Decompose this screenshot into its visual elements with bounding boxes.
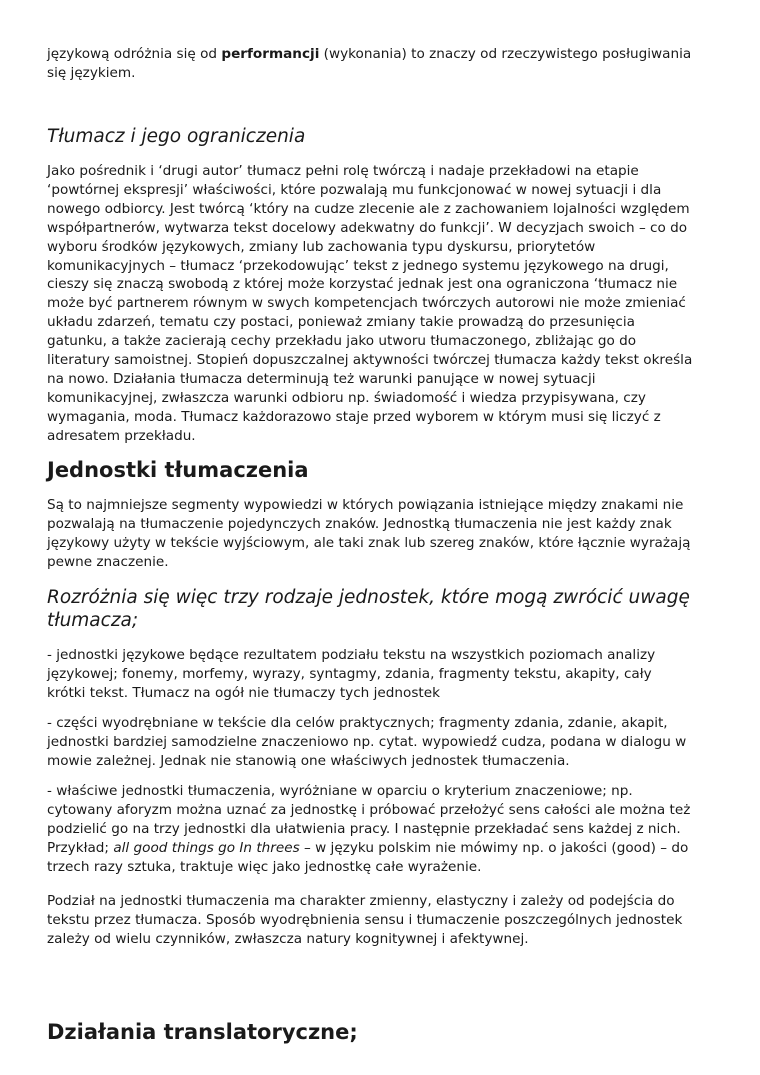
- text: językową odróżnia się od: [47, 46, 222, 62]
- section-heading-tlumacz: Tłumacz i jego ograniczenia: [47, 126, 306, 147]
- section-heading-rodzaje: Rozróżnia się więc trzy rodzaje jednostek, które mogą zwrócić uwagę tłumacza;: [47, 587, 690, 631]
- bold-term: performancji: [221, 46, 320, 62]
- list-item: - jednostki językowe będące rezultatem podziału tekstu na wszystkich poziomach analizy językowej; fonemy, morfemy, wyrazy, syntagmy, zdania, fragmenty tekstu, akapity, cały krótki tekst. Tłumacz na ogół nie tłumaczy tych jednostek: [47, 647, 656, 701]
- list-item: [47, 782, 727, 877]
- section-heading-jednostki: Jednostki tłumaczenia: [47, 458, 309, 482]
- text: - właściwe jednostki tłumaczenia, wyróżniane w oparciu o kryterium znaczeniowe; np. cytowany aforyzm można uznać za jednostkę i próbować przełożyć sens całości ale można też podzielić go na trzy jednostki dla ułatwienia pracy. I następnie przekładać sens każdej z nich. Przykład;: [47, 783, 691, 856]
- section-heading-dzialania: Działania translatoryczne;: [47, 1020, 358, 1044]
- text: (wykonania) to znaczy od rzeczywistego posługiwania się językiem.: [47, 46, 692, 81]
- paragraph-podzial: Podział na jednostki tłumaczenia ma charakter zmienny, elastyczny i zależy od podejścia do tekstu przez tłumacza. Sposób wyodrębnienia sensu i tłumaczenie poszczególnych jednostek zależy od wielu czynników, zwłaszcza natury kognitywnej i afektywnej.: [47, 893, 683, 947]
- italic-example: all good things go In threes: [113, 839, 300, 856]
- text: – w języku polskim nie mówimy np. o jakości (good) – do trzech razy sztuka, traktuje więc jako jednostkę całe wyrażenie.: [47, 839, 689, 875]
- intro-paragraph: [47, 45, 727, 83]
- paragraph-jednostki: Są to najmniejsze segmenty wypowiedzi w których powiązania istniejące między znakami nie pozwalają na tłumaczenie pojedynczych znaków. Jednostką tłumaczenia nie jest każdy znak językowy użyty w tekście wyjściowym, ale taki znak lub szereg znaków, które łącznie wyrażają pewne znaczenie.: [47, 497, 691, 570]
- paragraph-tlumacz: Jako pośrednik i ‘drugi autor’ tłumacz pełni rolę twórczą i nadaje przekładowi na etapie ‘powtórnej ekspresji’ właściwości, które pozwalają mu funkcjonować w nowej sytuacji i dla nowego odbiorcy. Jest twórcą ‘który na cudze zlecenie ale z zachowaniem lojalności względem współpartnerów, wytwarza tekst docelowy adekwatny do funkcji’. W decyzjach swoich – co do wyboru środków językowych, zmiany lub zachowania typu dyskursu, priorytetów komunikacyjnych – tłumacz ‘przekodowując’ tekst z jednego systemu językowego na drugi, cieszy się znaczą swobodą z której może korzystać jednak jest ona ograniczona ‘tłumacz nie może być partnerem równym w swych kompetencjach twórczych autorowi nie może zmieniać układu zdarzeń, tematu czy postaci, ponieważ zmiany takie prowadzą do przesunięcia gatunku, a także zacierają cechy przekładu jako utworu tłumaczonego, zbliżając go do literatury samoistnej. Stopień dopuszczalnej aktywności twórczej tłumacza każdy tekst określa na nowo. Działania tłumacza determinują też warunki panujące w nowej sytuacji komunikacyjnej, zwłaszcza warunki odbioru np. świadomość i wiedza przypisywana, czy wymagania, moda. Tłumacz każdorazowo staje przed wyborem w którym musi się liczyć z adresatem przekładu.: [47, 163, 693, 444]
- list-item: - części wyodrębniane w tekście dla celów praktycznych; fragmenty zdania, zdanie, akapit, jednostki bardziej samodzielne znaczeniowo np. cytat. wypowiedź cudza, podana w dialogu w mowie zależnej. Jednak nie stanowią one właściwych jednostek tłumaczenia.: [47, 715, 687, 769]
